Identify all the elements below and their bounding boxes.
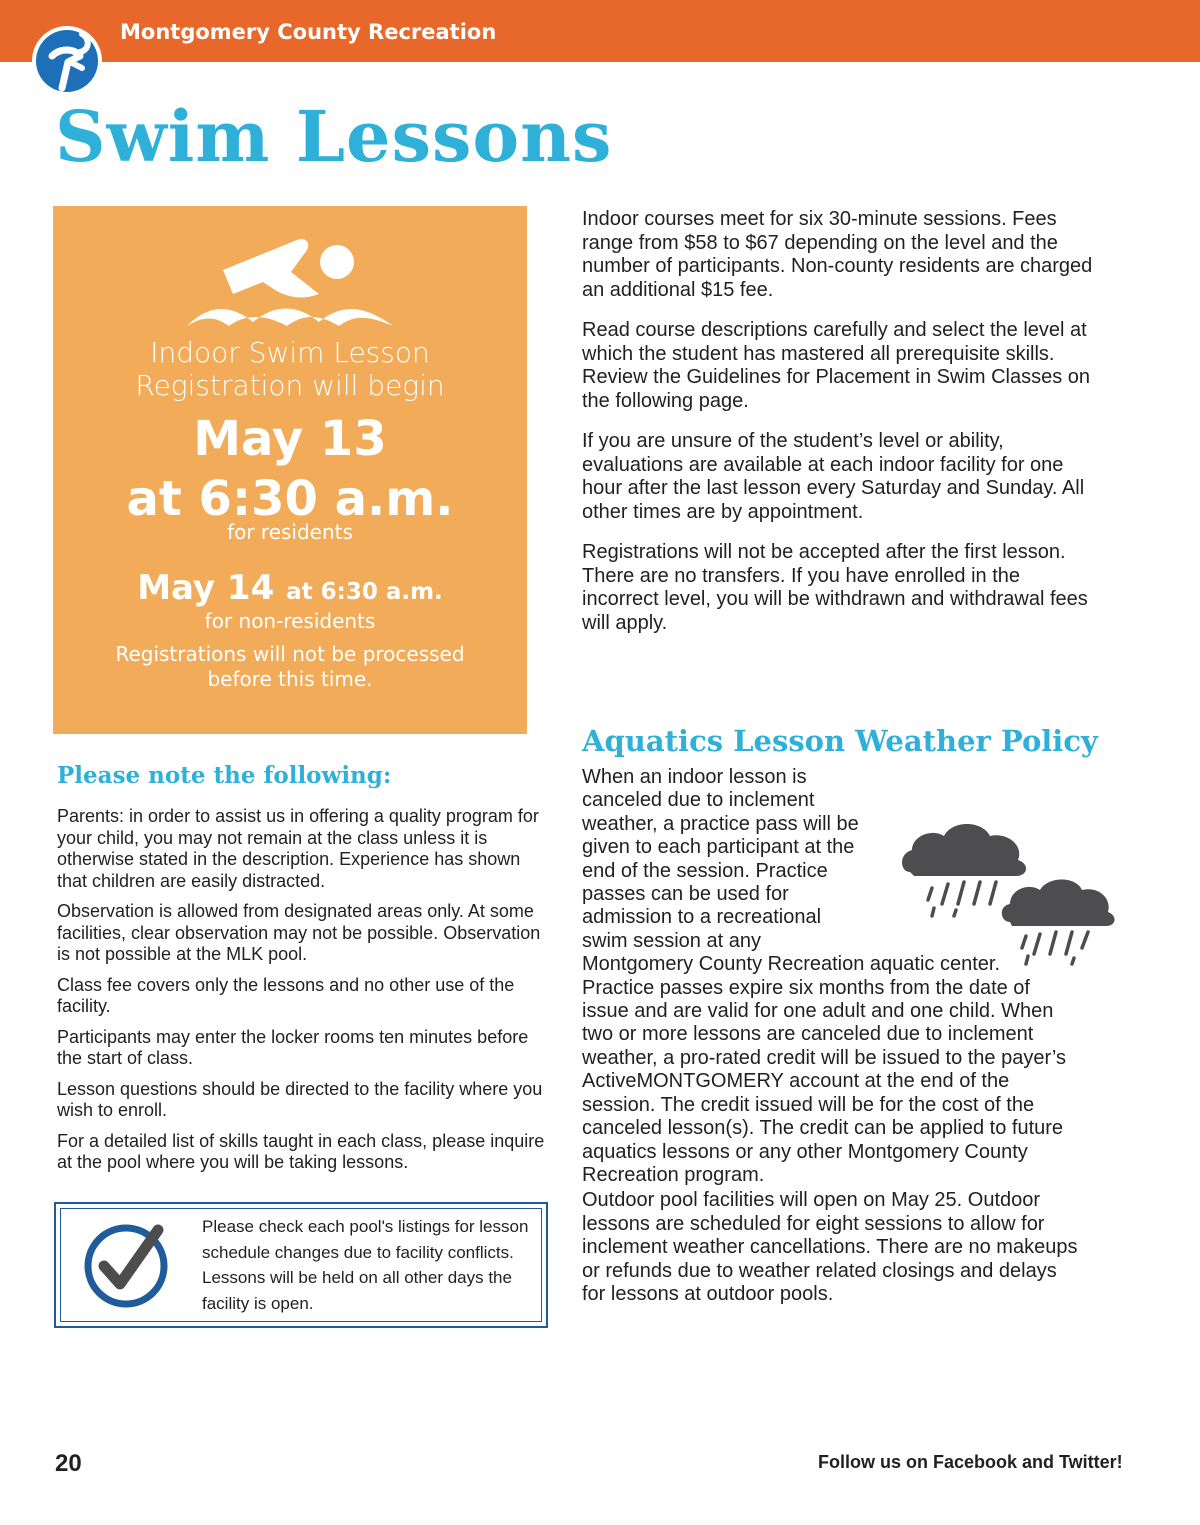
checkmark-icon [82, 1220, 172, 1310]
page-number: 20 [55, 1450, 82, 1477]
note-item: Class fee covers only the lessons and no other use of the facility. [57, 974, 515, 1016]
weather-heading: Aquatics Lesson Weather Policy [582, 724, 1098, 758]
schedule-callout [54, 1202, 548, 1328]
info-paragraph: Read course descriptions carefully and select the level at which the student has mastered all prerequisite skills. Review the Guidelines for Placement in Swim Classes on the following page. [582, 319, 1090, 412]
promo-intro [53, 336, 527, 402]
weather-policy-text: When an indoor lesson is canceled due to inclement weather, a practice pass will be given to each participant at the end of the session. Practice passes can be used for admission to a recreational swim session at any Montgomery County Recreation aquatic center. Practice passes expire six months from the date of issue and are valid for one adult and one child. When two or more lessons are canceled due to inclement weather, a pro-rated credit will be issued to the payer’s ActiveMONTGOMERY account at the end of the session. The credit issued will be for the cost of the canceled lesson(s). The credit can be applied to future aquatics lessons or any other Montgomery County Recreation program. [582, 766, 1066, 1186]
note-item: Lesson questions should be directed to the facility where you wish to enroll. [57, 1078, 543, 1120]
note-item: For a detailed list of skills taught in each class, please inquire at the pool where you will be taking lessons. [57, 1130, 545, 1172]
header-bar [0, 0, 1200, 62]
for-residents: for residents [227, 520, 353, 544]
resident-date [53, 409, 527, 529]
for-nonresidents: for non-residents [204, 609, 376, 633]
info-paragraph: Registrations will not be accepted after the first lesson. There are no transfers. If you have enrolled in the incorrect level, you will be withdrawn and withdrawal fees will apply. [582, 541, 1088, 634]
nonresident-date [53, 568, 527, 608]
info-paragraph: Indoor courses meet for six 30-minute sessions. Fees range from $58 to $67 depending on the level and the number of participants. Non-county residents are charged an additional $15 fee. [582, 208, 1093, 301]
nonresident-date-time: at 6:30 a.m. [286, 579, 443, 605]
swimmer-icon [179, 234, 401, 334]
resident-date-line2: at 6:30 a.m. [126, 471, 454, 527]
promo-line1: Indoor Swim Lesson [150, 336, 430, 369]
note-item: Observation is allowed from designated areas only. At some facilities, clear observation may not be possible. Observation is not possible at the MLK pool. [57, 901, 541, 964]
outdoor-pools-text: Outdoor pool facilities will open on May 25. Outdoor lessons are scheduled for eight sessions to allow for inclement weather cancellations. There are no makeups or refunds due to weather related closings and delays for lessons at outdoor pools. [582, 1189, 1078, 1305]
rain-cloud-icon [998, 876, 1116, 968]
nonresident-date-main: May 14 [137, 568, 275, 608]
notes-list [57, 806, 552, 1183]
page-title: Swim Lessons [55, 95, 613, 178]
social-footer: Follow us on Facebook and Twitter! [818, 1452, 1123, 1472]
callout-text: Please check each pool's listings for lesson schedule changes due to facility conflicts. Lessons will be held on all other days the facility is open. [202, 1217, 529, 1313]
promo-line2: Registration will begin [135, 369, 445, 402]
note-item: Parents: in order to assist us in offering a quality program for your child, you may not remain at the class unless it is otherwise stated in the description. Experience has shown that children are easily distracted. [57, 806, 539, 891]
org-name: Montgomery County Recreation [120, 20, 497, 44]
recreation-logo-icon [30, 18, 104, 104]
promo-note: Registrations will not be processed before this time. [115, 642, 465, 691]
info-paragraph: If you are unsure of the student’s level or ability, evaluations are available at each indoor facility for one hour after the last lesson every Saturday and Sunday. All other times are by appointment. [582, 430, 1085, 523]
note-item: Participants may enter the locker rooms ten minutes before the start of class. [57, 1026, 529, 1068]
resident-date-line1: May 13 [193, 411, 387, 467]
notes-heading: Please note the following: [57, 762, 392, 789]
registration-promo [53, 206, 527, 734]
info-paragraphs [582, 208, 1102, 652]
